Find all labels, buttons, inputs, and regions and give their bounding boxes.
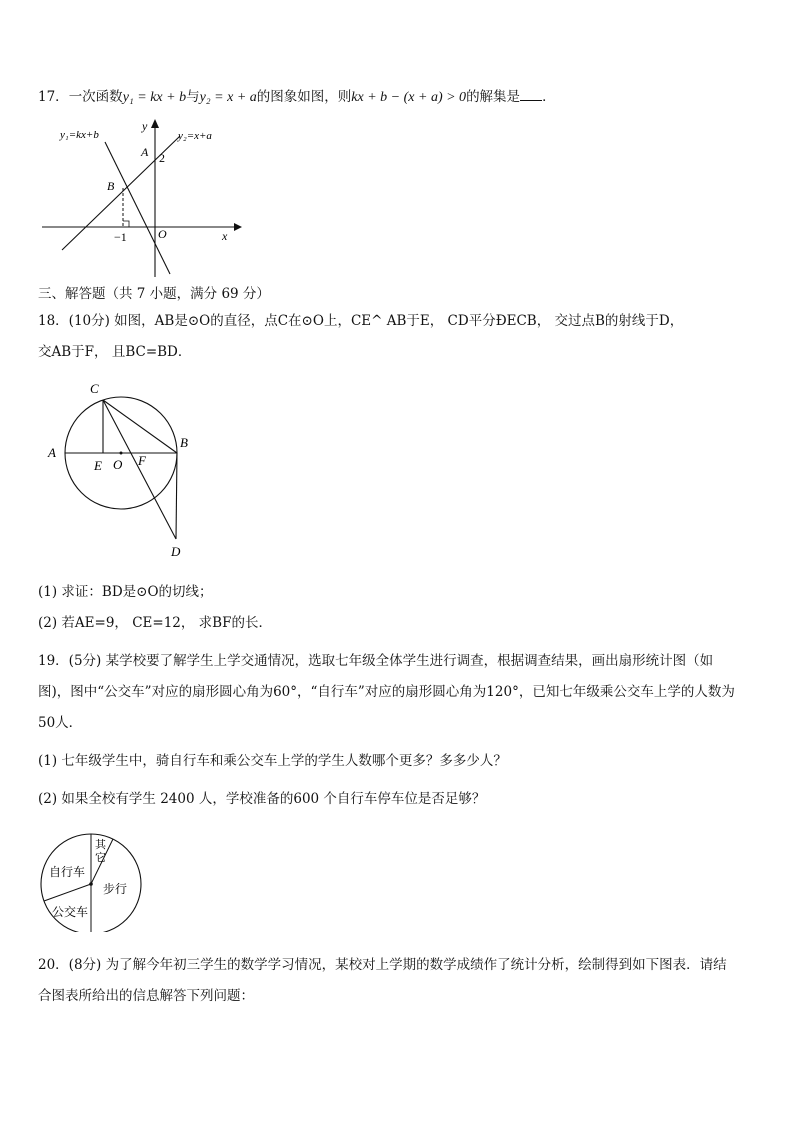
center-dot — [120, 452, 123, 455]
label-y2: y₂=x+a — [178, 130, 212, 142]
q18-line-1: 18．(10分) 如图，AB是⊙O的直径，点C在⊙O上，CE^ AB于E， CD平分ÐECB， 交过点B的射线于D， — [38, 313, 684, 329]
q19-sub-2: (2) 如果全校有学生 2400 人，学校准备的600 个自行车停车位是否足够？ — [38, 791, 486, 807]
x-axis-arrow-icon — [234, 223, 242, 231]
segment-CB — [103, 400, 177, 453]
label-F: F — [138, 453, 146, 468]
q17-formula-1: y₁ = kx + b — [122, 90, 187, 105]
q17-formula-3: kx + b − (x + a) > 0 — [351, 90, 467, 105]
label-D: D — [171, 544, 181, 559]
q18-figure — [40, 372, 200, 564]
q19-line-1: 19．(5分) 某学校要了解学生上学交通情况，选取七年级全体学生进行调查，根据调查结果，画出扇形统计图（如 — [38, 653, 714, 669]
label-2: 2 — [159, 151, 165, 165]
pie-label-other-2: 它 — [95, 851, 106, 864]
q17-number: 17． — [38, 89, 69, 105]
q17-answer-blank — [520, 88, 542, 101]
right-angle-mark — [123, 221, 129, 227]
q17-text-1: 一次函数 — [68, 89, 123, 105]
y-axis-arrow-icon — [151, 119, 159, 128]
q19-pie-chart — [38, 832, 148, 932]
label-O: O — [113, 457, 123, 472]
q17-text-5: ． — [542, 89, 556, 105]
label-A: A — [141, 145, 149, 159]
label-B: B — [180, 435, 188, 450]
q17-stem — [38, 88, 556, 107]
q19-line-3: 50人． — [38, 715, 83, 731]
pie-label-other-1: 其 — [95, 838, 106, 851]
q17-text-4: 的解集是 — [466, 89, 521, 105]
pie-center — [89, 882, 93, 886]
pie-label-walk: 步行 — [103, 882, 128, 896]
label-y1: y₁=kx+b — [60, 129, 99, 141]
q19-line-2: 图)，图中“公交车”对应的扇形圆心角为60°，“自行车”对应的扇形圆心角为120°，已知七年级乘公交车上学的人数为 — [38, 684, 735, 700]
q18-line-2: 交AB于F， 且BC=BD． — [38, 344, 192, 360]
pie-label-bike: 自行车 — [49, 865, 86, 879]
q19-sub-1: (1) 七年级学生中，骑自行车和乘公交车上学的学生人数哪个更多？多多少人？ — [38, 753, 507, 769]
q18-sub-2: (2) 若AE=9， CE=12， 求BF的长． — [38, 615, 272, 631]
label-x: x — [222, 229, 228, 243]
label-A: A — [48, 445, 56, 460]
section-heading: 三、解答题（共 7 小题，满分 69 分） — [38, 286, 270, 302]
segment-BD — [176, 453, 177, 539]
q17-figure — [38, 112, 248, 282]
label-y: y — [142, 119, 148, 133]
q17-formula-2: y₂ = x + a — [199, 90, 257, 105]
label-minus-1: −1 — [114, 230, 127, 244]
q20-line-2: 合图表所给出的信息解答下列问题： — [38, 988, 254, 1004]
q20-line-1: 20．(8分) 为了解今年初三学生的数学学习情况，某校对上学期的数学成绩作了统计分析，绘制得到如下图表．请结 — [38, 957, 727, 973]
q18-sub-1: (1) 求证：BD是⊙O的切线； — [38, 584, 213, 600]
pie-label-bus: 公交车 — [52, 905, 89, 919]
label-O: O — [158, 227, 167, 241]
label-C: C — [90, 381, 99, 396]
sector-line-left — [44, 884, 91, 901]
label-B: B — [107, 179, 115, 193]
label-E: E — [94, 458, 102, 473]
q17-text-3: 的图象如图，则 — [256, 89, 352, 105]
q17-text-2: 与 — [186, 89, 200, 105]
